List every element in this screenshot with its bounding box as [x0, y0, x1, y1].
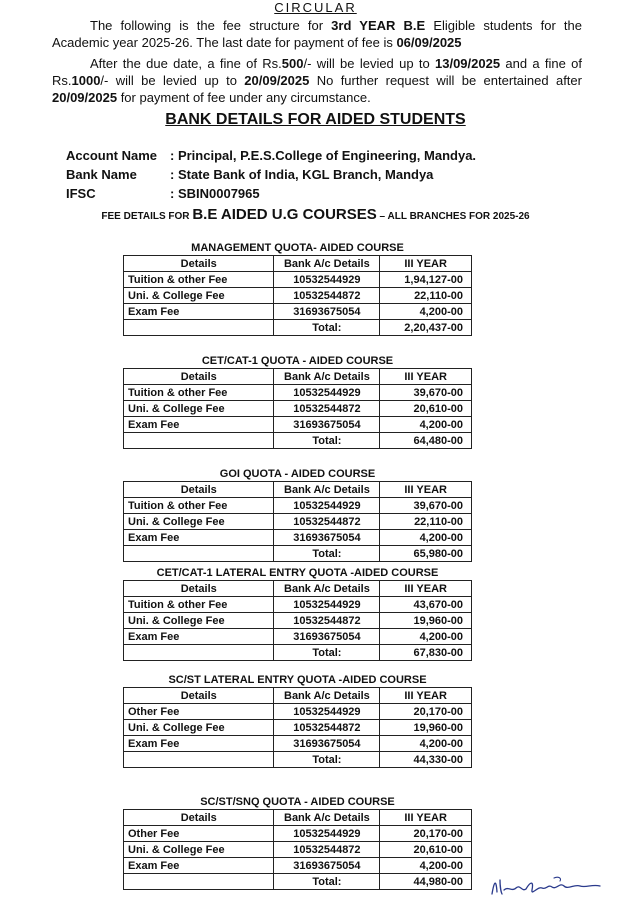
amount-cell: 39,670-00	[380, 498, 472, 514]
fee-detail-cell: Uni. & College Fee	[124, 720, 274, 736]
para2-text-6: for payment of fee under any circumstance.	[117, 90, 371, 105]
fee-detail-cell: Exam Fee	[124, 530, 274, 546]
fee-detail-cell: Exam Fee	[124, 417, 274, 433]
section-title: CET/CAT-1 LATERAL ENTRY QUOTA -AIDED COURSE	[156, 567, 439, 579]
table-row	[124, 720, 472, 736]
total-label: Total:	[274, 433, 380, 449]
fee-table	[123, 809, 472, 890]
total-label: Total:	[274, 320, 380, 336]
amount-cell: 22,110-00	[380, 288, 472, 304]
amount-cell: 20,170-00	[380, 704, 472, 720]
bank-account-cell: 10532544872	[274, 514, 380, 530]
total-empty-cell	[124, 752, 274, 768]
fee-detail-cell: Tuition & other Fee	[124, 385, 274, 401]
col-header-year: III YEAR	[380, 369, 472, 385]
bank-account-cell: 31693675054	[274, 629, 380, 645]
amount-cell: 20,170-00	[380, 826, 472, 842]
fee-detail-cell: Tuition & other Fee	[124, 272, 274, 288]
table-row	[124, 417, 472, 433]
table-header-row	[124, 369, 472, 385]
col-header-year: III YEAR	[380, 581, 472, 597]
fee-table	[123, 368, 472, 449]
fee-heading-post: – ALL BRANCHES FOR 2025-26	[376, 211, 530, 222]
total-row	[124, 874, 472, 890]
table-row	[124, 613, 472, 629]
fee-section	[123, 566, 472, 661]
table-row	[124, 304, 472, 320]
bank-account-cell: 31693675054	[274, 530, 380, 546]
col-header-bank: Bank A/c Details	[274, 482, 380, 498]
col-header-bank: Bank A/c Details	[274, 688, 380, 704]
fee-detail-cell: Uni. & College Fee	[124, 288, 274, 304]
bank-account-cell: 31693675054	[274, 304, 380, 320]
para2-date-2: 20/09/2025	[244, 73, 310, 88]
amount-cell: 39,670-00	[380, 385, 472, 401]
bank-name-value: : State Bank of India, KGL Branch, Mandya	[170, 167, 434, 182]
col-header-bank: Bank A/c Details	[274, 810, 380, 826]
bank-account-cell: 10532544929	[274, 597, 380, 613]
total-empty-cell	[124, 433, 274, 449]
account-name-value: : Principal, P.E.S.College of Engineering, Mandya.	[170, 148, 477, 163]
col-header-year: III YEAR	[380, 810, 472, 826]
fee-heading-course: B.E AIDED U.G COURSES	[192, 206, 377, 223]
total-empty-cell	[124, 874, 274, 890]
para2-date-1: 13/09/2025	[435, 56, 501, 71]
total-empty-cell	[124, 320, 274, 336]
fee-detail-cell: Tuition & other Fee	[124, 498, 274, 514]
fee-section	[123, 354, 472, 449]
amount-cell: 22,110-00	[380, 514, 472, 530]
bank-account-cell: 31693675054	[274, 736, 380, 752]
section-title: SC/ST/SNQ QUOTA - AIDED COURSE	[200, 796, 395, 808]
bank-details	[66, 146, 476, 203]
fee-detail-cell: Exam Fee	[124, 736, 274, 752]
fee-table	[123, 481, 472, 562]
bank-account-cell: 10532544929	[274, 385, 380, 401]
table-header-row	[124, 688, 472, 704]
col-header-bank: Bank A/c Details	[274, 369, 380, 385]
para1-year: 3rd YEAR B.E	[331, 18, 426, 33]
col-header-year: III YEAR	[380, 256, 472, 272]
fee-table	[123, 255, 472, 336]
table-row	[124, 736, 472, 752]
total-amount: 65,980-00	[380, 546, 472, 562]
para1-text-2: Eligible students for the Academic year 2025-26. The last date for payment of fee is	[52, 18, 583, 50]
table-row	[124, 514, 472, 530]
section-title: GOI QUOTA - AIDED COURSE	[219, 468, 376, 480]
table-row	[124, 629, 472, 645]
fee-detail-cell: Exam Fee	[124, 858, 274, 874]
col-header-details: Details	[124, 688, 274, 704]
table-row	[124, 826, 472, 842]
bank-account-cell: 10532544929	[274, 826, 380, 842]
fee-table	[123, 580, 472, 661]
para2-fine-2: 1000	[71, 73, 101, 88]
section-title: CET/CAT-1 QUOTA - AIDED COURSE	[201, 355, 394, 367]
total-row	[124, 645, 472, 661]
bank-account-cell: 10532544872	[274, 401, 380, 417]
table-row	[124, 704, 472, 720]
table-row	[124, 530, 472, 546]
bank-account-cell: 10532544929	[274, 498, 380, 514]
amount-cell: 4,200-00	[380, 304, 472, 320]
ifsc-value: : SBIN0007965	[170, 186, 260, 201]
table-header-row	[124, 581, 472, 597]
fee-detail-cell: Uni. & College Fee	[124, 613, 274, 629]
total-row	[124, 752, 472, 768]
para2-text-4: /- will be levied up to	[100, 73, 245, 88]
bank-account-cell: 10532544872	[274, 842, 380, 858]
amount-cell: 20,610-00	[380, 842, 472, 858]
section-title: MANAGEMENT QUOTA- AIDED COURSE	[191, 242, 404, 254]
amount-cell: 19,960-00	[380, 613, 472, 629]
table-row	[124, 858, 472, 874]
fee-table	[123, 687, 472, 768]
col-header-details: Details	[124, 482, 274, 498]
bank-account-cell: 31693675054	[274, 858, 380, 874]
total-label: Total:	[274, 645, 380, 661]
fine-paragraph	[52, 55, 582, 106]
para2-text-1: After the due date, a fine of Rs.	[90, 56, 282, 71]
fee-detail-cell: Tuition & other Fee	[124, 597, 274, 613]
col-header-details: Details	[124, 581, 274, 597]
fee-section	[123, 467, 472, 562]
fee-detail-cell: Uni. & College Fee	[124, 514, 274, 530]
para2-date-3: 20/09/2025	[52, 90, 118, 105]
para2-fine-1: 500	[281, 56, 304, 71]
col-header-details: Details	[124, 256, 274, 272]
circular-title: CIRCULAR	[274, 0, 357, 15]
fee-section	[123, 673, 472, 768]
bank-account-cell: 10532544872	[274, 720, 380, 736]
fee-detail-cell: Exam Fee	[124, 304, 274, 320]
fee-detail-cell: Uni. & College Fee	[124, 842, 274, 858]
table-row	[124, 842, 472, 858]
table-row	[124, 401, 472, 417]
total-amount: 44,980-00	[380, 874, 472, 890]
fee-heading-pre: FEE DETAILS FOR	[101, 211, 193, 222]
para2-text-5: No further request will be entertained after	[309, 73, 582, 88]
table-row	[124, 272, 472, 288]
bank-account-cell: 31693675054	[274, 417, 380, 433]
total-amount: 44,330-00	[380, 752, 472, 768]
table-header-row	[124, 810, 472, 826]
fee-section	[123, 241, 472, 336]
col-header-year: III YEAR	[380, 482, 472, 498]
amount-cell: 4,200-00	[380, 858, 472, 874]
amount-cell: 4,200-00	[380, 417, 472, 433]
col-header-details: Details	[124, 810, 274, 826]
amount-cell: 43,670-00	[380, 597, 472, 613]
total-label: Total:	[274, 546, 380, 562]
ifsc-label: IFSC	[66, 186, 96, 201]
amount-cell: 4,200-00	[380, 629, 472, 645]
account-name-label: Account Name	[66, 148, 158, 163]
bank-account-cell: 10532544929	[274, 704, 380, 720]
fee-detail-cell: Exam Fee	[124, 629, 274, 645]
fee-section	[123, 795, 472, 890]
table-row	[124, 498, 472, 514]
total-row	[124, 433, 472, 449]
table-row	[124, 385, 472, 401]
bank-row-account	[66, 146, 476, 165]
total-amount: 64,480-00	[380, 433, 472, 449]
col-header-year: III YEAR	[380, 688, 472, 704]
total-label: Total:	[274, 874, 380, 890]
bank-row-bank	[66, 165, 476, 184]
fee-structure-paragraph	[52, 17, 582, 51]
table-header-row	[124, 482, 472, 498]
signature-image	[488, 872, 608, 899]
amount-cell: 4,200-00	[380, 530, 472, 546]
total-empty-cell	[124, 546, 274, 562]
amount-cell: 4,200-00	[380, 736, 472, 752]
table-row	[124, 597, 472, 613]
para2-text-3: and a fine of Rs.	[52, 56, 582, 88]
bank-row-ifsc	[66, 184, 476, 203]
fee-detail-cell: Uni. & College Fee	[124, 401, 274, 417]
para2-text-2: /- will be levied up to	[303, 56, 435, 71]
col-header-bank: Bank A/c Details	[274, 581, 380, 597]
amount-cell: 19,960-00	[380, 720, 472, 736]
total-amount: 2,20,437-00	[380, 320, 472, 336]
col-header-bank: Bank A/c Details	[274, 256, 380, 272]
bank-account-cell: 10532544872	[274, 613, 380, 629]
col-header-details: Details	[124, 369, 274, 385]
bank-account-cell: 10532544872	[274, 288, 380, 304]
fee-details-heading	[0, 206, 631, 223]
table-row	[124, 288, 472, 304]
table-header-row	[124, 256, 472, 272]
total-empty-cell	[124, 645, 274, 661]
fee-detail-cell: Other Fee	[124, 826, 274, 842]
total-label: Total:	[274, 752, 380, 768]
amount-cell: 1,94,127-00	[380, 272, 472, 288]
bank-name-label: Bank Name	[66, 167, 137, 182]
para1-due-date: 06/09/2025	[396, 35, 462, 50]
total-amount: 67,830-00	[380, 645, 472, 661]
fee-detail-cell: Other Fee	[124, 704, 274, 720]
para1-text-1: The following is the fee structure for	[90, 18, 332, 33]
amount-cell: 20,610-00	[380, 401, 472, 417]
total-row	[124, 546, 472, 562]
total-row	[124, 320, 472, 336]
bank-account-cell: 10532544929	[274, 272, 380, 288]
bank-details-heading: BANK DETAILS FOR AIDED STUDENTS	[165, 111, 466, 128]
section-title: SC/ST LATERAL ENTRY QUOTA -AIDED COURSE	[168, 674, 427, 686]
